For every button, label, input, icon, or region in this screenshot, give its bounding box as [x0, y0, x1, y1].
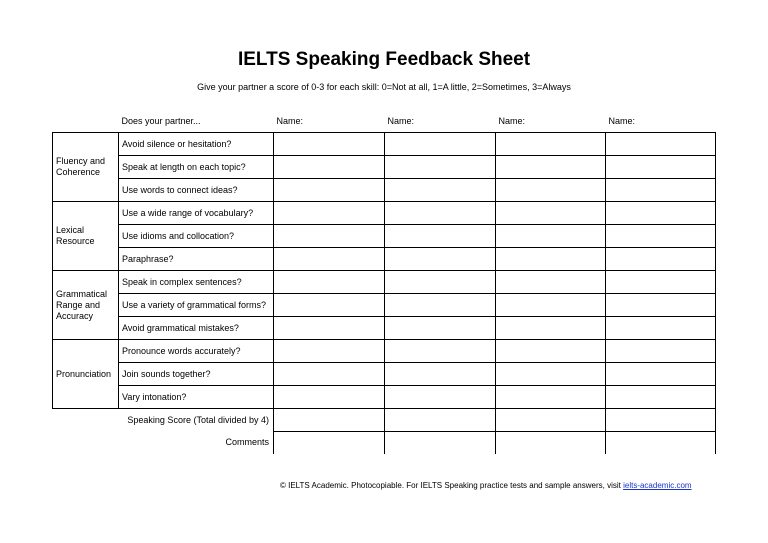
page-title: IELTS Speaking Feedback Sheet: [237, 49, 531, 70]
score-cell[interactable]: [606, 271, 716, 294]
prompt-header: Does your partner...: [121, 115, 201, 126]
score-cell[interactable]: [606, 386, 716, 409]
table-row: [53, 179, 716, 202]
score-cell[interactable]: [274, 156, 385, 179]
score-cell[interactable]: [274, 363, 385, 386]
question: Use a variety of grammatical forms?: [119, 294, 274, 317]
score-cell[interactable]: [385, 317, 496, 340]
score-cell[interactable]: [274, 225, 385, 248]
speaking-score-label: Speaking Score (Total divided by 4): [127, 414, 269, 425]
score-cell[interactable]: [496, 202, 606, 225]
question: Join sounds together?: [119, 363, 274, 386]
question: Pronounce words accurately?: [119, 340, 274, 363]
score-cell[interactable]: [496, 340, 606, 363]
table-row: [53, 294, 716, 317]
question: Speak in complex sentences?: [119, 271, 274, 294]
name-header-2: Name:: [387, 115, 415, 126]
question: Use words to connect ideas?: [119, 179, 274, 202]
category-lexical: Lexical Resource: [53, 202, 119, 271]
comments-cell[interactable]: [606, 432, 716, 455]
header-row: [53, 110, 716, 133]
score-cell[interactable]: [496, 317, 606, 340]
score-cell[interactable]: [606, 133, 716, 156]
score-cell[interactable]: [496, 294, 606, 317]
score-cell[interactable]: [496, 133, 606, 156]
comments-cell[interactable]: [385, 432, 496, 455]
score-cell[interactable]: [606, 179, 716, 202]
score-cell[interactable]: [385, 294, 496, 317]
blank-header: [53, 110, 119, 133]
question: Paraphrase?: [119, 248, 274, 271]
total-score-cell[interactable]: [496, 409, 606, 432]
comments-cell[interactable]: [496, 432, 606, 455]
name-header-3: Name:: [498, 115, 526, 126]
question: Vary intonation?: [119, 386, 274, 409]
question: Avoid silence or hesitation?: [119, 133, 274, 156]
score-cell[interactable]: [496, 386, 606, 409]
score-cell[interactable]: [606, 248, 716, 271]
score-cell[interactable]: [496, 248, 606, 271]
blank-cell: [53, 409, 119, 432]
table-row: [53, 340, 716, 363]
table-row: [53, 133, 716, 156]
score-cell[interactable]: [606, 225, 716, 248]
score-cell[interactable]: [496, 363, 606, 386]
score-cell[interactable]: [385, 340, 496, 363]
score-cell[interactable]: [274, 317, 385, 340]
score-cell[interactable]: [274, 202, 385, 225]
total-score-cell[interactable]: [274, 409, 385, 432]
score-cell[interactable]: [606, 317, 716, 340]
score-cell[interactable]: [385, 156, 496, 179]
question: Avoid grammatical mistakes?: [119, 317, 274, 340]
score-cell[interactable]: [496, 156, 606, 179]
score-row: [53, 409, 716, 432]
score-cell[interactable]: [385, 133, 496, 156]
category-pronunciation: Pronunciation: [53, 340, 119, 409]
score-cell[interactable]: [385, 248, 496, 271]
score-cell[interactable]: [274, 340, 385, 363]
score-cell[interactable]: [496, 225, 606, 248]
score-cell[interactable]: [274, 271, 385, 294]
question: Speak at length on each topic?: [119, 156, 274, 179]
score-cell[interactable]: [385, 202, 496, 225]
score-cell[interactable]: [385, 179, 496, 202]
footer: [280, 481, 692, 490]
comments-cell[interactable]: [274, 432, 385, 455]
score-cell[interactable]: [385, 363, 496, 386]
footer-link[interactable]: ielts-academic.com: [623, 481, 692, 490]
category-grammar: Grammatical Range and Accuracy: [53, 271, 119, 340]
score-cell[interactable]: [274, 179, 385, 202]
score-cell[interactable]: [606, 202, 716, 225]
score-cell[interactable]: [385, 225, 496, 248]
category-fluency: Fluency and Coherence: [53, 133, 119, 202]
feedback-table: [52, 110, 716, 454]
table-row: [53, 156, 716, 179]
score-cell[interactable]: [274, 386, 385, 409]
instructions: Give your partner a score of 0-3 for each skill: 0=Not at all, 1=A little, 2=Sometimes, 3=Always: [197, 82, 571, 92]
score-cell[interactable]: [606, 363, 716, 386]
comments-label: Comments: [225, 437, 269, 448]
score-cell[interactable]: [274, 248, 385, 271]
score-cell[interactable]: [606, 340, 716, 363]
score-cell[interactable]: [274, 133, 385, 156]
footer-text: © IELTS Academic. Photocopiable. For IELTS Speaking practice tests and sample answers, visit: [280, 481, 624, 490]
name-header-4: Name:: [608, 115, 636, 126]
table-row: [53, 202, 716, 225]
score-cell[interactable]: [496, 179, 606, 202]
total-score-cell[interactable]: [385, 409, 496, 432]
table-row: [53, 386, 716, 409]
table-row: [53, 271, 716, 294]
comments-row: [53, 432, 716, 455]
table-row: [53, 225, 716, 248]
blank-cell: [53, 432, 119, 455]
score-cell[interactable]: [385, 386, 496, 409]
score-cell[interactable]: [274, 294, 385, 317]
score-cell[interactable]: [606, 156, 716, 179]
question: Use idioms and collocation?: [119, 225, 274, 248]
total-score-cell[interactable]: [606, 409, 716, 432]
table-row: [53, 248, 716, 271]
table-row: [53, 317, 716, 340]
score-cell[interactable]: [385, 271, 496, 294]
question: Use a wide range of vocabulary?: [119, 202, 274, 225]
name-header-1: Name:: [276, 115, 304, 126]
score-cell[interactable]: [496, 271, 606, 294]
table-row: [53, 363, 716, 386]
score-cell[interactable]: [606, 294, 716, 317]
